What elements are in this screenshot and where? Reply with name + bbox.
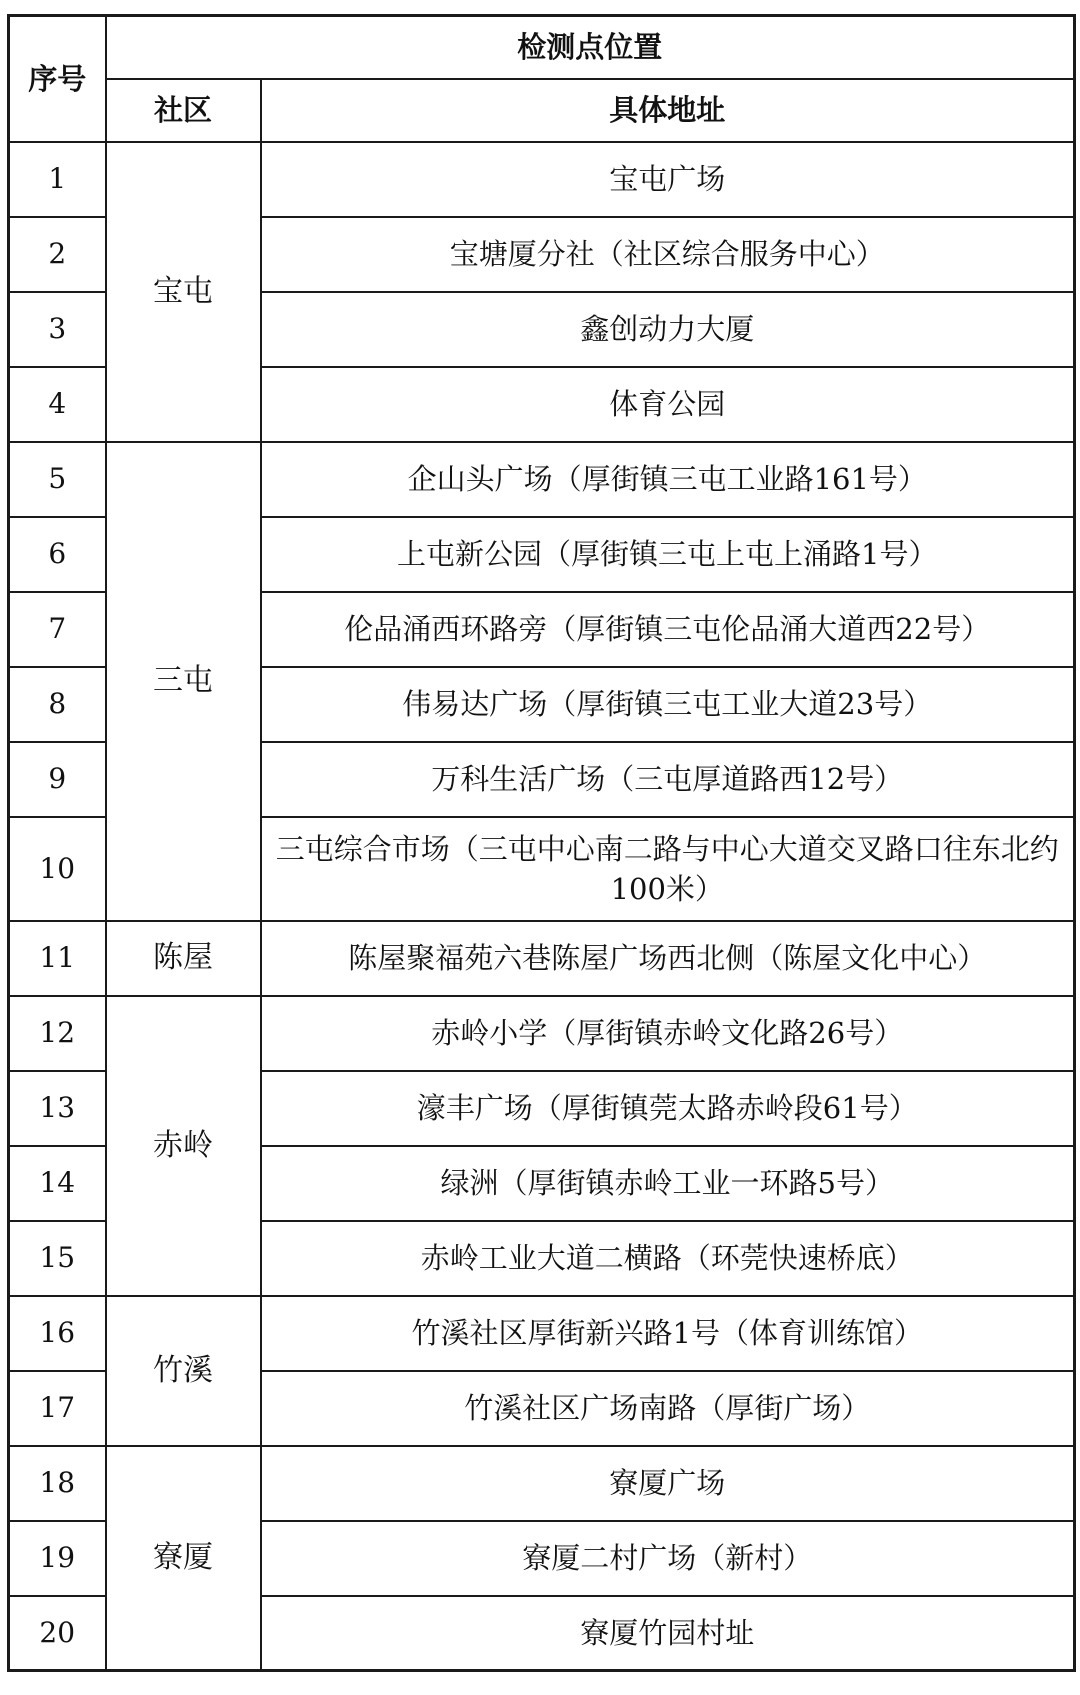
- address-cell: 竹溪社区厚街新兴路1号（体育训练馆）: [261, 1296, 1075, 1371]
- row-index: 14: [9, 1146, 106, 1221]
- community-cell: 竹溪: [106, 1296, 261, 1446]
- testing-sites-table: [7, 14, 1076, 1672]
- address-cell: 企山头广场（厚街镇三屯工业路161号）: [261, 442, 1075, 517]
- table-row: [9, 1446, 1075, 1521]
- address-cell: 竹溪社区广场南路（厚街广场）: [261, 1371, 1075, 1446]
- header-row-2: [9, 79, 1075, 142]
- address-cell: 寮厦竹园村址: [261, 1596, 1075, 1671]
- address-cell: 赤岭小学（厚街镇赤岭文化路26号）: [261, 996, 1075, 1071]
- community-cell: 三屯: [106, 442, 261, 921]
- row-index: 1: [9, 142, 106, 217]
- row-index: 8: [9, 667, 106, 742]
- row-index: 5: [9, 442, 106, 517]
- address-cell: 宝屯广场: [261, 142, 1075, 217]
- row-index: 2: [9, 217, 106, 292]
- header-row-1: [9, 16, 1075, 79]
- table-row: [9, 142, 1075, 217]
- address-cell: 陈屋聚福苑六巷陈屋广场西北侧（陈屋文化中心）: [261, 921, 1075, 996]
- header-index: 序号: [9, 16, 106, 142]
- row-index: 16: [9, 1296, 106, 1371]
- table-row: [9, 921, 1075, 996]
- address-cell: 濠丰广场（厚街镇莞太路赤岭段61号）: [261, 1071, 1075, 1146]
- address-cell: 绿洲（厚街镇赤岭工业一环路5号）: [261, 1146, 1075, 1221]
- row-index: 17: [9, 1371, 106, 1446]
- address-cell: 寮厦广场: [261, 1446, 1075, 1521]
- table-body: [9, 142, 1075, 1671]
- row-index: 15: [9, 1221, 106, 1296]
- row-index: 6: [9, 517, 106, 592]
- community-cell: 寮厦: [106, 1446, 261, 1671]
- address-cell: 宝塘厦分社（社区综合服务中心）: [261, 217, 1075, 292]
- row-index: 13: [9, 1071, 106, 1146]
- address-cell: 寮厦二村广场（新村）: [261, 1521, 1075, 1596]
- row-index: 20: [9, 1596, 106, 1671]
- address-cell: 三屯综合市场（三屯中心南二路与中心大道交叉路口往东北约100米）: [261, 817, 1075, 921]
- address-cell: 上屯新公园（厚街镇三屯上屯上涌路1号）: [261, 517, 1075, 592]
- row-index: 18: [9, 1446, 106, 1521]
- header-address: 具体地址: [261, 79, 1075, 142]
- address-cell: 伟易达广场（厚街镇三屯工业大道23号）: [261, 667, 1075, 742]
- address-cell: 赤岭工业大道二横路（环莞快速桥底）: [261, 1221, 1075, 1296]
- address-cell: 伦品涌西环路旁（厚街镇三屯伦品涌大道西22号）: [261, 592, 1075, 667]
- row-index: 19: [9, 1521, 106, 1596]
- row-index: 4: [9, 367, 106, 442]
- table-row: [9, 442, 1075, 517]
- community-cell: 陈屋: [106, 921, 261, 996]
- community-cell: 宝屯: [106, 142, 261, 442]
- row-index: 7: [9, 592, 106, 667]
- table-row: [9, 996, 1075, 1071]
- address-cell: 鑫创动力大厦: [261, 292, 1075, 367]
- community-cell: 赤岭: [106, 996, 261, 1296]
- row-index: 9: [9, 742, 106, 817]
- row-index: 3: [9, 292, 106, 367]
- table-row: [9, 1296, 1075, 1371]
- row-index: 12: [9, 996, 106, 1071]
- header-location-group: 检测点位置: [106, 16, 1075, 79]
- header-community: 社区: [106, 79, 261, 142]
- address-cell: 万科生活广场（三屯厚道路西12号）: [261, 742, 1075, 817]
- address-cell: 体育公园: [261, 367, 1075, 442]
- row-index: 11: [9, 921, 106, 996]
- row-index: 10: [9, 817, 106, 921]
